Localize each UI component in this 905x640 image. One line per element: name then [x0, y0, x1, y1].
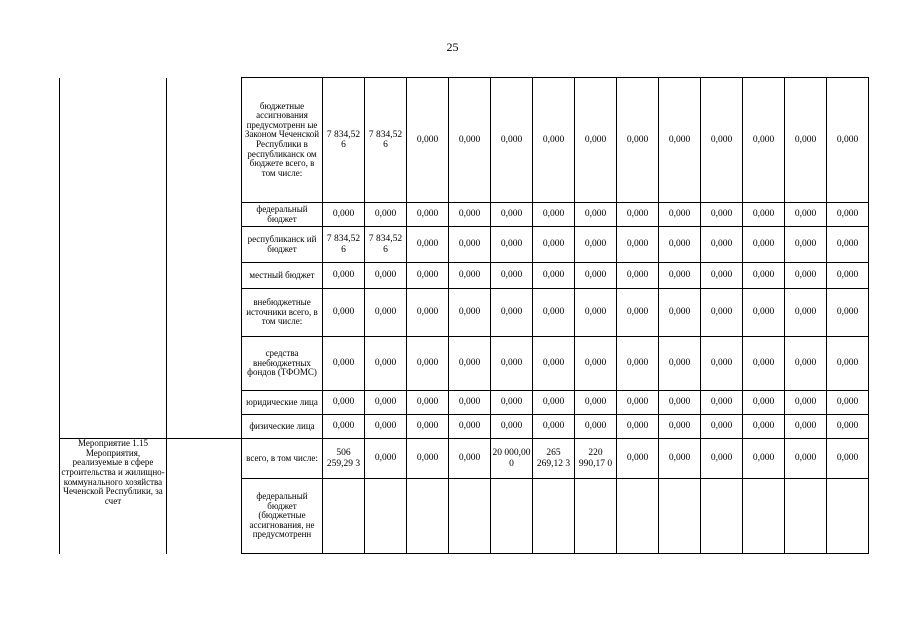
value-cell: 7 834,52 6: [365, 78, 407, 203]
value-cell: 7 834,52 6: [365, 227, 407, 263]
value-cell: 0,000: [365, 439, 407, 479]
value-cell: 0,000: [785, 227, 827, 263]
value-cell: 0,000: [701, 391, 743, 415]
source-label: юридические лица: [242, 391, 323, 415]
value-cell: 0,000: [659, 203, 701, 227]
value-cell: [743, 479, 785, 554]
value-cell: 0,000: [575, 415, 617, 439]
value-cell: 0,000: [449, 263, 491, 289]
value-cell: 0,000: [617, 415, 659, 439]
value-cell: 0,000: [743, 439, 785, 479]
value-cell: 0,000: [785, 203, 827, 227]
value-cell: 0,000: [365, 415, 407, 439]
value-cell: 0,000: [575, 289, 617, 337]
value-cell: 0,000: [785, 415, 827, 439]
value-cell: 0,000: [449, 203, 491, 227]
value-cell: 0,000: [827, 289, 869, 337]
value-cell: 0,000: [575, 203, 617, 227]
value-cell: 0,000: [407, 263, 449, 289]
value-cell: 0,000: [407, 289, 449, 337]
value-cell: 0,000: [575, 78, 617, 203]
value-cell: 0,000: [533, 227, 575, 263]
value-cell: 0,000: [491, 263, 533, 289]
value-cell: 0,000: [827, 337, 869, 391]
value-cell: 0,000: [785, 263, 827, 289]
value-cell: 0,000: [743, 391, 785, 415]
value-cell: [659, 479, 701, 554]
value-cell: 0,000: [827, 415, 869, 439]
value-cell: 0,000: [323, 391, 365, 415]
value-cell: 0,000: [533, 78, 575, 203]
value-cell: 0,000: [743, 415, 785, 439]
value-cell: 0,000: [659, 415, 701, 439]
value-cell: 0,000: [701, 203, 743, 227]
value-cell: 0,000: [449, 78, 491, 203]
value-cell: 0,000: [533, 289, 575, 337]
value-cell: 0,000: [617, 337, 659, 391]
value-cell: 0,000: [617, 289, 659, 337]
value-cell: 0,000: [827, 78, 869, 203]
value-cell: 0,000: [323, 263, 365, 289]
value-cell: 0,000: [407, 78, 449, 203]
value-cell: 0,000: [827, 203, 869, 227]
value-cell: [323, 479, 365, 554]
source-label: бюджетные ассигнования предусмотренн ые Законом Чеченской Республики в республиканск ом бюджете всего, в том числе:: [242, 78, 323, 203]
value-cell: 0,000: [701, 263, 743, 289]
value-cell: 0,000: [407, 227, 449, 263]
executor-cell: [167, 439, 242, 554]
value-cell: [365, 479, 407, 554]
source-label: федеральный бюджет (бюджетные ассигнования, не предусмотренн: [242, 479, 323, 554]
value-cell: 0,000: [407, 203, 449, 227]
measure-cell: [60, 78, 167, 439]
value-cell: 0,000: [617, 78, 659, 203]
value-cell: 0,000: [743, 289, 785, 337]
value-cell: 0,000: [743, 263, 785, 289]
value-cell: 0,000: [617, 203, 659, 227]
budget-table: [59, 77, 905, 554]
value-cell: 0,000: [491, 391, 533, 415]
executor-cell: [167, 78, 242, 439]
value-cell: 0,000: [743, 337, 785, 391]
value-cell: 0,000: [365, 263, 407, 289]
value-cell: 7 834,52 6: [323, 78, 365, 203]
value-cell: 0,000: [701, 78, 743, 203]
source-label: физические лица: [242, 415, 323, 439]
value-cell: [701, 479, 743, 554]
value-cell: 0,000: [323, 415, 365, 439]
value-cell: 0,000: [701, 439, 743, 479]
value-cell: 0,000: [407, 337, 449, 391]
value-cell: 0,000: [827, 263, 869, 289]
value-cell: 0,000: [449, 439, 491, 479]
value-cell: 0,000: [659, 263, 701, 289]
value-cell: 0,000: [659, 227, 701, 263]
value-cell: 0,000: [785, 337, 827, 391]
value-cell: [827, 479, 869, 554]
value-cell: 265 269,12 3: [533, 439, 575, 479]
value-cell: 0,000: [575, 337, 617, 391]
value-cell: 0,000: [743, 203, 785, 227]
value-cell: 0,000: [785, 439, 827, 479]
value-cell: [449, 479, 491, 554]
value-cell: 0,000: [533, 415, 575, 439]
value-cell: 0,000: [323, 337, 365, 391]
value-cell: 0,000: [743, 227, 785, 263]
value-cell: 0,000: [575, 263, 617, 289]
value-cell: 0,000: [785, 391, 827, 415]
value-cell: 0,000: [449, 289, 491, 337]
value-cell: [785, 479, 827, 554]
source-label: федеральный бюджет: [242, 203, 323, 227]
value-cell: [533, 479, 575, 554]
value-cell: 0,000: [365, 337, 407, 391]
value-cell: 0,000: [659, 391, 701, 415]
value-cell: 0,000: [659, 439, 701, 479]
value-cell: 0,000: [575, 391, 617, 415]
table-row: [60, 78, 905, 203]
source-label: внебюджетные источники всего, в том числе:: [242, 289, 323, 337]
value-cell: 0,000: [407, 415, 449, 439]
value-cell: 0,000: [617, 227, 659, 263]
value-cell: 0,000: [449, 415, 491, 439]
value-cell: 0,000: [575, 227, 617, 263]
source-label: местный бюджет: [242, 263, 323, 289]
value-cell: 0,000: [701, 337, 743, 391]
value-cell: 0,000: [701, 289, 743, 337]
budget-table-body: [60, 78, 905, 554]
value-cell: 0,000: [827, 439, 869, 479]
table-row: [60, 439, 905, 479]
value-cell: 0,000: [743, 78, 785, 203]
value-cell: 0,000: [449, 337, 491, 391]
value-cell: 0,000: [533, 203, 575, 227]
value-cell: [617, 479, 659, 554]
value-cell: [491, 479, 533, 554]
value-cell: 0,000: [533, 337, 575, 391]
measure-title: Мероприятие 1.15 Мероприятия, реализуемые в сфере строительства и жилищно-коммунального хозяйства Чеченской Республики, за счет: [60, 439, 167, 554]
value-cell: 0,000: [491, 203, 533, 227]
source-label: всего, в том числе:: [242, 439, 323, 479]
value-cell: 7 834,52 6: [323, 227, 365, 263]
value-cell: 0,000: [785, 78, 827, 203]
value-cell: 0,000: [659, 289, 701, 337]
value-cell: 0,000: [491, 337, 533, 391]
value-cell: 0,000: [827, 227, 869, 263]
value-cell: 0,000: [701, 227, 743, 263]
source-label: средства внебюджетных фондов (ТФОМС): [242, 337, 323, 391]
value-cell: 0,000: [533, 391, 575, 415]
value-cell: 0,000: [659, 78, 701, 203]
value-cell: 0,000: [323, 203, 365, 227]
value-cell: 0,000: [659, 337, 701, 391]
value-cell: 0,000: [491, 227, 533, 263]
value-cell: 0,000: [365, 289, 407, 337]
value-cell: 506 259,29 3: [323, 439, 365, 479]
source-label: республиканск ий бюджет: [242, 227, 323, 263]
value-cell: 0,000: [449, 391, 491, 415]
value-cell: 0,000: [491, 289, 533, 337]
value-cell: 0,000: [785, 289, 827, 337]
value-cell: 20 000,00 0: [491, 439, 533, 479]
value-cell: 220 990,17 0: [575, 439, 617, 479]
value-cell: 0,000: [491, 78, 533, 203]
value-cell: 0,000: [323, 289, 365, 337]
value-cell: 0,000: [365, 203, 407, 227]
value-cell: 0,000: [491, 415, 533, 439]
value-cell: 0,000: [701, 415, 743, 439]
value-cell: 0,000: [617, 391, 659, 415]
value-cell: 0,000: [449, 227, 491, 263]
value-cell: 0,000: [533, 263, 575, 289]
page-number: 25: [446, 40, 459, 54]
value-cell: 0,000: [617, 263, 659, 289]
value-cell: 0,000: [365, 391, 407, 415]
value-cell: 0,000: [827, 391, 869, 415]
value-cell: 0,000: [617, 439, 659, 479]
value-cell: [575, 479, 617, 554]
value-cell: 0,000: [407, 391, 449, 415]
value-cell: [407, 479, 449, 554]
value-cell: 0,000: [407, 439, 449, 479]
